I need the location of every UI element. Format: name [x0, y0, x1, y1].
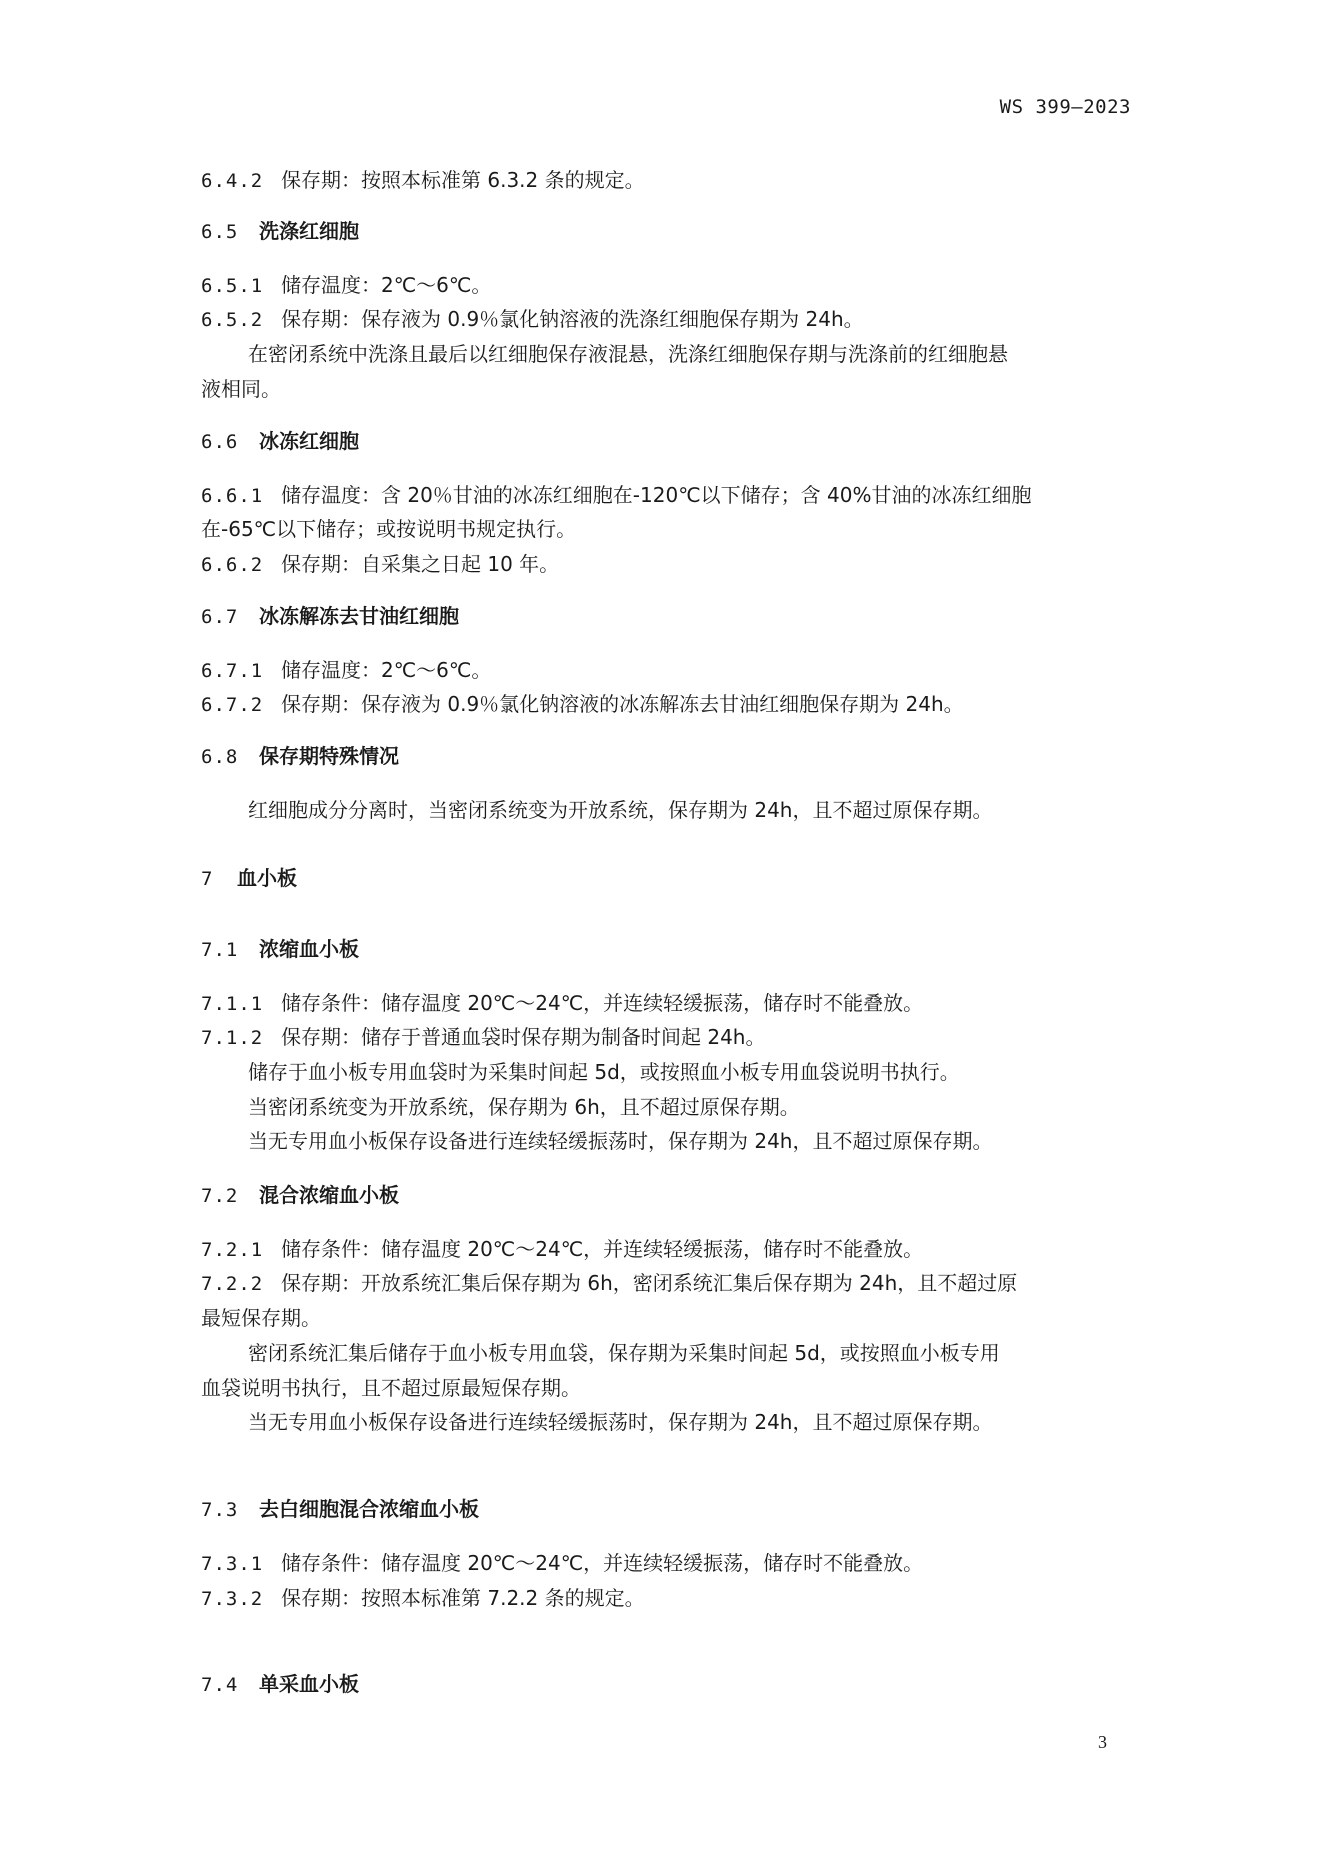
clause-number: 7.3.2 — [201, 1588, 264, 1610]
clause-number: 6.6.1 — [201, 485, 264, 507]
document-code: WS 399—2023 — [999, 96, 1131, 118]
clause-text: 储存温度：含 20％甘油的冰冻红细胞在-120℃以下储存；含 40%甘油的冰冻红细胞 — [281, 483, 1032, 507]
clause-text: 保存期：储存于普通血袋时保存期为制备时间起 24h。 — [281, 1025, 766, 1049]
clause-text: 储存条件：储存温度 20℃～24℃，并连续轻缓振荡，储存时不能叠放。 — [281, 1551, 924, 1575]
paragraph-line: 当无专用血小板保存设备进行连续轻缓振荡时，保存期为 24h，且不超过原保存期。 — [248, 1410, 993, 1434]
clause-text: 储存温度：2℃～6℃。 — [281, 273, 492, 297]
section-heading-6-7 — [201, 601, 1136, 632]
section-heading-7-2 — [201, 1180, 1136, 1211]
section-title: 洗涤红细胞 — [259, 219, 359, 243]
paragraph-line: 液相同。 — [201, 377, 281, 401]
clause-number: 6.7.1 — [201, 660, 264, 682]
clause-text: 储存温度：2℃～6℃。 — [281, 658, 492, 682]
paragraph-line: 当无专用血小板保存设备进行连续轻缓振荡时，保存期为 24h，且不超过原保存期。 — [248, 1129, 993, 1153]
clause-7-3-2 — [201, 1583, 1136, 1614]
paragraph-line: 在-65℃以下储存；或按说明书规定执行。 — [201, 517, 577, 541]
section-heading-7-3 — [201, 1494, 1136, 1525]
section-number: 7.2 — [201, 1185, 239, 1207]
section-title: 去白细胞混合浓缩血小板 — [259, 1497, 479, 1521]
clause-6-6-2 — [201, 549, 1136, 580]
section-number: 6.8 — [201, 746, 239, 768]
clause-text: 保存期：开放系统汇集后保存期为 6h，密闭系统汇集后保存期为 24h，且不超过原 — [281, 1271, 1018, 1295]
section-title: 冰冻红细胞 — [259, 429, 359, 453]
clause-number: 6.5.2 — [201, 309, 264, 331]
page-number: 3 — [1098, 1732, 1107, 1752]
clause-number: 6.4.2 — [201, 170, 264, 192]
clause-6-4-2 — [201, 165, 1136, 196]
clause-6-6-1 — [201, 480, 1136, 511]
section-number: 7.1 — [201, 939, 239, 961]
paragraph-line: 储存于血小板专用血袋时为采集时间起 5d，或按照血小板专用血袋说明书执行。 — [248, 1060, 960, 1084]
section-number: 6.7 — [201, 606, 239, 628]
section-number: 6.5 — [201, 221, 239, 243]
clause-number: 6.5.1 — [201, 275, 264, 297]
clause-text: 保存期：自采集之日起 10 年。 — [281, 552, 560, 576]
clause-text: 储存条件：储存温度 20℃～24℃，并连续轻缓振荡，储存时不能叠放。 — [281, 991, 924, 1015]
section-heading-7-1 — [201, 934, 1136, 965]
paragraph-line: 当密闭系统变为开放系统，保存期为 6h，且不超过原保存期。 — [248, 1095, 800, 1119]
clause-number: 6.6.2 — [201, 554, 264, 576]
clause-6-5-1 — [201, 270, 1136, 301]
clause-number: 7.1.2 — [201, 1027, 264, 1049]
clause-7-1-1 — [201, 988, 1136, 1019]
paragraph-line: 血袋说明书执行，且不超过原最短保存期。 — [201, 1376, 581, 1400]
section-heading-6-5 — [201, 216, 1136, 247]
clause-number: 7.3.1 — [201, 1553, 264, 1575]
section-title: 冰冻解冻去甘油红细胞 — [259, 604, 459, 628]
paragraph-line: 最短保存期。 — [201, 1306, 321, 1330]
clause-6-7-1 — [201, 655, 1136, 686]
section-heading-7-4 — [201, 1669, 1136, 1700]
paragraph-line: 在密闭系统中洗涤且最后以红细胞保存液混悬，洗涤红细胞保存期与洗涤前的红细胞悬 — [248, 342, 1008, 366]
chapter-heading-7 — [201, 863, 1136, 894]
clause-text: 保存期：保存液为 0.9％氯化钠溶液的洗涤红细胞保存期为 24h。 — [281, 307, 864, 331]
clause-text: 保存期：按照本标准第 7.2.2 条的规定。 — [281, 1586, 645, 1610]
clause-6-5-2 — [201, 304, 1136, 335]
section-number: 6.6 — [201, 431, 239, 453]
section-title: 保存期特殊情况 — [259, 744, 399, 768]
paragraph-line: 密闭系统汇集后储存于血小板专用血袋，保存期为采集时间起 5d，或按照血小板专用 — [248, 1341, 1000, 1365]
clause-7-2-2 — [201, 1268, 1136, 1299]
clause-7-1-2 — [201, 1022, 1136, 1053]
clause-number: 7.2.1 — [201, 1239, 264, 1261]
section-title: 单采血小板 — [259, 1672, 359, 1696]
clause-text: 保存期：按照本标准第 6.3.2 条的规定。 — [281, 168, 645, 192]
clause-7-3-1 — [201, 1548, 1136, 1579]
clause-text: 储存条件：储存温度 20℃～24℃，并连续轻缓振荡，储存时不能叠放。 — [281, 1237, 924, 1261]
clause-text: 保存期：保存液为 0.9％氯化钠溶液的冰冻解冻去甘油红细胞保存期为 24h。 — [281, 692, 964, 716]
clause-number: 6.7.2 — [201, 694, 264, 716]
section-heading-6-8 — [201, 741, 1136, 772]
section-heading-6-6 — [201, 426, 1136, 457]
section-number: 7.4 — [201, 1674, 239, 1696]
section-number: 7.3 — [201, 1499, 239, 1521]
clause-number: 7.2.2 — [201, 1273, 264, 1295]
chapter-title: 血小板 — [237, 866, 297, 890]
chapter-number: 7 — [201, 868, 214, 890]
clause-6-7-2 — [201, 689, 1136, 720]
section-title: 浓缩血小板 — [259, 937, 359, 961]
paragraph-line: 红细胞成分分离时，当密闭系统变为开放系统，保存期为 24h，且不超过原保存期。 — [248, 798, 993, 822]
section-title: 混合浓缩血小板 — [259, 1183, 399, 1207]
clause-7-2-1 — [201, 1234, 1136, 1265]
clause-number: 7.1.1 — [201, 993, 264, 1015]
